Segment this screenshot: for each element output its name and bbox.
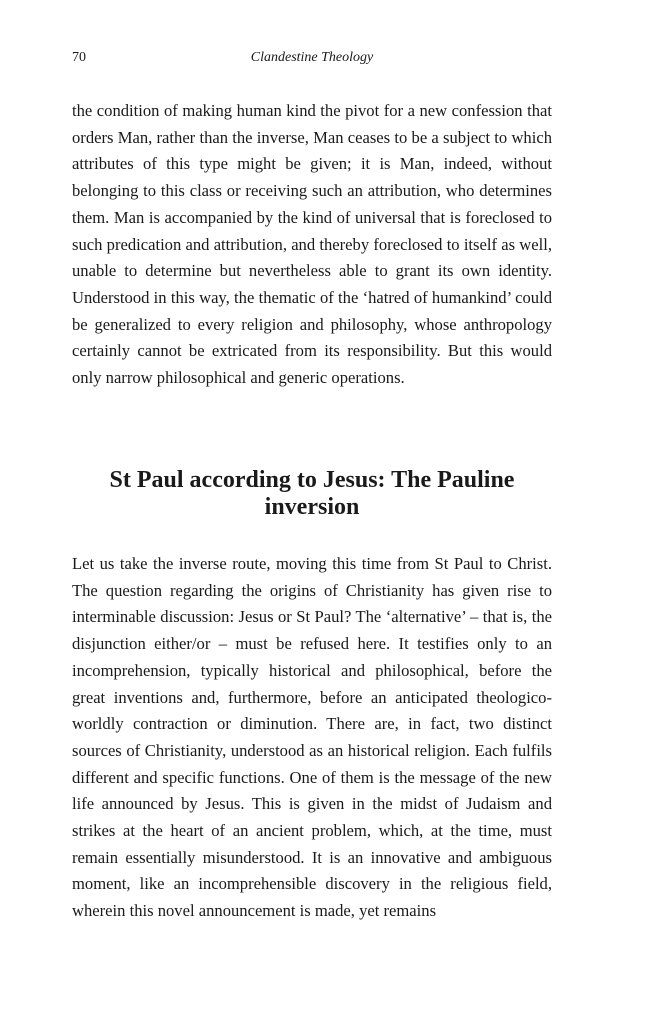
page-number: 70: [72, 50, 86, 65]
body-paragraph-1: the condition of making human kind the pivot for a new confession that orders Man, rather than the inverse, Man ceases to be a subject to which attributes of this type might be given; it is Man, indeed, without belonging to this class or receiving such an attribution, who determines them. Man is accompanied by the kind of universal that is foreclosed to such predication and attribution, and thereby foreclosed to itself as well, unable to determine but nevertheless able to grant its own identity. Understood in this way, the thematic of the ‘hatred of humankind’ could be generalized to every religion and philosophy, whose anthropology certainly cannot be extricated from its responsibility. But this would only narrow philosophical and generic operations.: [72, 101, 552, 388]
book-page: [72, 0, 552, 1017]
section-heading: St Paul according to Jesus: The Pauline inversion: [109, 467, 515, 520]
book-title: Clandestine Theology: [250, 50, 374, 65]
body-paragraph-2: Let us take the inverse route, moving this time from St Paul to Christ. The question regarding the origins of Christianity has given rise to interminable discussion: Jesus or St Paul? The ‘alternative’ – that is, the disjunction either/or – must be refused here. It testifies only to an incomprehension, typically historical and philosophical, before the great inventions and, furthermore, before an anticipated theologico-worldly contraction or diminution. There are, in fact, two distinct sources of Christianity, understood as an historical religion. Each fulfils different and specific functions. One of them is the message of the new life announced by Jesus. This is given in the midst of Judaism and strikes at the heart of an ancient problem, which, at the time, must remain essentially misunderstood. It is an innovative and ambiguous moment, like an incomprehensible discovery in the religious field, wherein this novel announcement is made, yet remains: [72, 554, 552, 921]
running-head: [72, 50, 552, 72]
